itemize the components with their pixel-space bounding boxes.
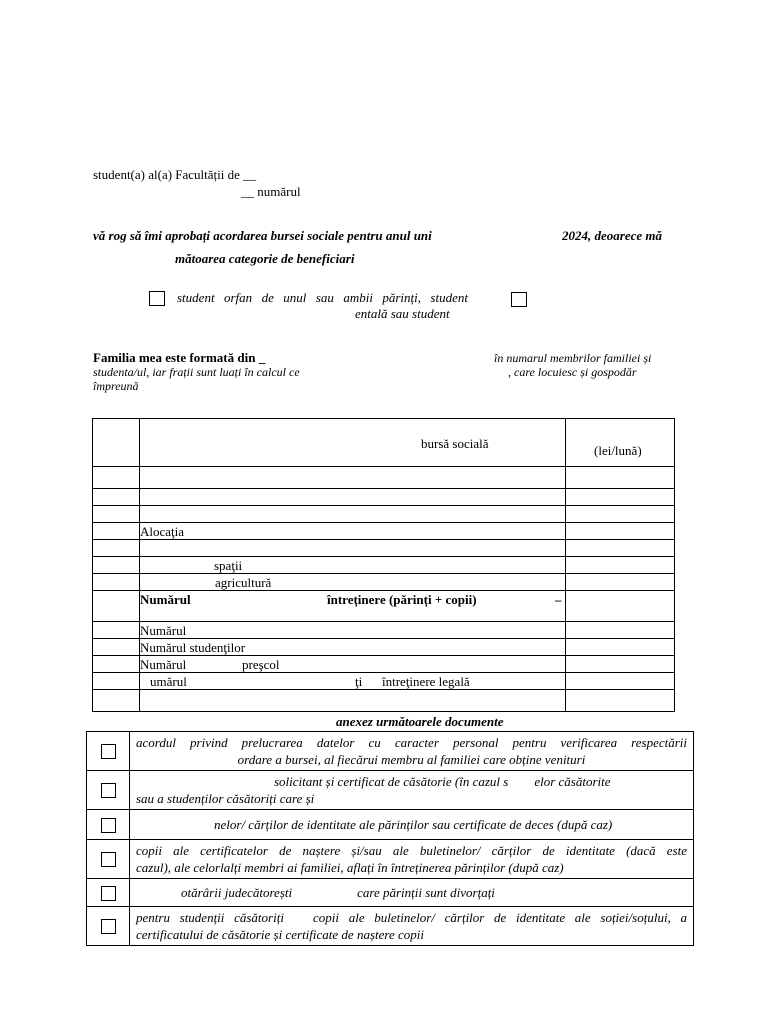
row-11-text: Numărul [140, 657, 187, 672]
row-8-label [140, 591, 566, 622]
document-checkbox-4[interactable] [101, 852, 116, 867]
table-row [93, 622, 675, 639]
row-1-amount[interactable] [566, 467, 675, 489]
document-2-line-1: solicitant și certificat de căsătorie (în cazul s elor căsătorite [274, 774, 611, 789]
checkbox-orphan[interactable] [149, 291, 165, 306]
income-table-header [93, 419, 675, 467]
row-7-amount[interactable] [566, 574, 675, 591]
row-3-amount[interactable] [566, 506, 675, 523]
row-8-mid: întreținere (părinți + copii) [327, 592, 477, 607]
family-right-1: în numarul membrilor familiei și [494, 351, 652, 365]
row-4-nr[interactable] [93, 523, 140, 540]
document-text-cell [130, 732, 694, 771]
row-11-nr[interactable] [93, 656, 140, 673]
document-row [87, 771, 694, 810]
document-row [87, 907, 694, 946]
faculty-line: student(a) al(a) Facultății de __ [93, 167, 257, 182]
checkbox-category-2[interactable] [511, 292, 527, 307]
row-8-amount[interactable] [566, 591, 675, 622]
header-cell-nr [93, 419, 140, 467]
number-line: __ numărul [241, 184, 301, 199]
row-12-text: umărul [150, 674, 187, 689]
document-checkbox-1[interactable] [101, 744, 116, 759]
document-checkbox-6[interactable] [101, 919, 116, 934]
document-row [87, 879, 694, 907]
row-8-dash: – [555, 592, 562, 607]
row-2-nr[interactable] [93, 489, 140, 506]
document-6-line-1: pentru studenții căsătoriți copii ale buletinelor/ cărților de identitate ale soției/soțului, a [136, 910, 687, 925]
table-row [93, 489, 675, 506]
family-left-2: studenta/ul, iar frații sunt luați în calcul ce [93, 365, 300, 379]
document-row [87, 732, 694, 771]
category-line-2: entală sau student [355, 306, 450, 321]
row-11-amount[interactable] [566, 656, 675, 673]
row-4-label [140, 523, 566, 540]
documents-table [86, 731, 694, 946]
document-checkbox-cell [87, 771, 130, 810]
request-line-2: mătoarea categorie de beneficiari [175, 251, 355, 266]
document-4-line-1: copii ale certificatelor de naștere și/sau ale buletinelor/ cărților de identitate (dacă este [136, 843, 687, 858]
row-12-label [140, 673, 566, 690]
row-6-nr[interactable] [93, 557, 140, 574]
document-checkbox-2[interactable] [101, 783, 116, 798]
document-text-cell [130, 771, 694, 810]
document-4-line-2: cazul), ale celorlalți membri ai familiei, aflați în întreținerea părinților (după caz) [136, 860, 564, 875]
row-9-label [140, 622, 566, 639]
header-bursa-sociala: bursă socială [421, 436, 489, 451]
row-10-amount[interactable] [566, 639, 675, 656]
document-checkbox-3[interactable] [101, 818, 116, 833]
document-text-cell [130, 907, 694, 946]
request-line-1: vă rog să îmi aprobați acordarea bursei sociale pentru anul uni [93, 228, 432, 243]
document-6-line-2: certificatului de căsătorie și certificate de naștere copii [136, 927, 424, 942]
row-7-text: agricultură [215, 575, 272, 590]
row-7-label [140, 574, 566, 591]
table-row [93, 506, 675, 523]
document-text-cell [130, 810, 694, 840]
document-3-line-1: nelor/ cărților de identitate ale părinților sau certificate de deces (după caz) [214, 817, 613, 832]
row-11-mid: preşcol [242, 657, 280, 672]
header-cell-amount [566, 419, 675, 467]
table-row [93, 523, 675, 540]
table-row [93, 540, 675, 557]
document-checkbox-cell [87, 907, 130, 946]
row-4-text: Alocaţia [140, 524, 185, 539]
document-5-line-1: otărârii judecătorești care părinții sunt divorțați [181, 885, 495, 900]
row-3-label [140, 506, 566, 523]
document-1-line-1: acordul privind prelucrarea datelor cu caracter personal pentru verificarea respectării [136, 735, 687, 750]
document-row [87, 810, 694, 840]
row-13-amount[interactable] [566, 690, 675, 712]
row-3-nr[interactable] [93, 506, 140, 523]
row-5-nr[interactable] [93, 540, 140, 557]
row-6-label [140, 557, 566, 574]
family-right-2: , care locuiesc și gospodăr [508, 365, 637, 379]
document-2-line-2: sau a studenților căsătoriți care și [136, 791, 315, 806]
table-row [93, 690, 675, 712]
document-checkbox-cell [87, 879, 130, 907]
row-8-nr[interactable] [93, 591, 140, 622]
row-13-nr[interactable] [93, 690, 140, 712]
row-5-amount[interactable] [566, 540, 675, 557]
income-table [92, 418, 675, 712]
row-7-nr[interactable] [93, 574, 140, 591]
table-row [93, 467, 675, 489]
document-checkbox-cell [87, 810, 130, 840]
header-cell-source [140, 419, 566, 467]
row-9-nr[interactable] [93, 622, 140, 639]
row-10-label [140, 639, 566, 656]
row-12-nr[interactable] [93, 673, 140, 690]
row-9-amount[interactable] [566, 622, 675, 639]
row-12-amount[interactable] [566, 673, 675, 690]
document-checkbox-cell [87, 840, 130, 879]
documents-heading: anexez următoarele documente [336, 714, 504, 729]
document-checkbox-5[interactable] [101, 886, 116, 901]
row-2-label [140, 489, 566, 506]
document-1-line-2: ordare a bursei, al fiecărui membru al familiei care obține venituri [237, 752, 586, 767]
category-line-1: student orfan de unul sau ambii părinți, student [177, 290, 468, 305]
row-13-label [140, 690, 566, 712]
row-12-mid-1: ţi [355, 674, 363, 689]
row-8-text: Numărul [140, 592, 191, 607]
table-row [93, 673, 675, 690]
row-10-nr[interactable] [93, 639, 140, 656]
row-10-text: Numărul studenţilor [140, 640, 246, 655]
row-2-amount[interactable] [566, 489, 675, 506]
row-6-amount[interactable] [566, 557, 675, 574]
table-row [93, 591, 675, 622]
family-left-3: împreună [93, 379, 139, 393]
family-heading: Familia mea este formată din _ [93, 350, 266, 365]
table-row [93, 557, 675, 574]
table-row [93, 574, 675, 591]
document-row [87, 840, 694, 879]
row-1-label [140, 467, 566, 489]
document-text-cell [130, 879, 694, 907]
document-checkbox-cell [87, 732, 130, 771]
row-1-nr[interactable] [93, 467, 140, 489]
row-11-label [140, 656, 566, 673]
row-6-text: spaţii [214, 558, 243, 573]
row-4-amount[interactable] [566, 523, 675, 540]
row-9-text: Numărul [140, 623, 187, 638]
document-text-cell [130, 840, 694, 879]
request-line-1-right: 2024, deoarece mă [562, 228, 663, 243]
header-lei-luna: (lei/lună) [594, 443, 642, 458]
row-12-mid-2: întreţinere legală [382, 674, 470, 689]
table-row [93, 656, 675, 673]
table-row [93, 639, 675, 656]
row-5-label [140, 540, 566, 557]
